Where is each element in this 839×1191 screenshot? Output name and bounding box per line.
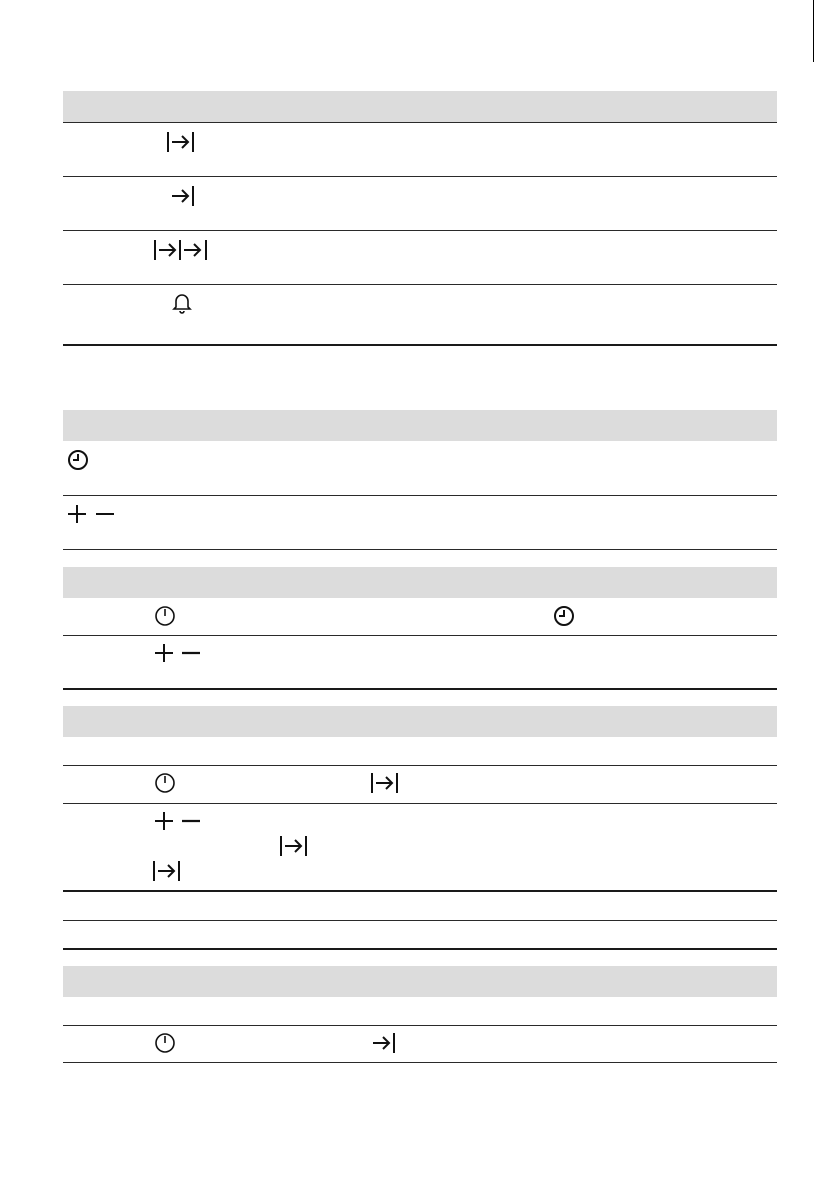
clock-touch-icon xyxy=(154,772,176,794)
minus-icon xyxy=(181,643,201,663)
row-divider xyxy=(63,920,777,921)
plus-icon xyxy=(154,643,174,663)
time-delay-icon xyxy=(154,240,208,260)
set-time-table xyxy=(63,410,777,552)
table-header xyxy=(63,966,777,997)
row-divider xyxy=(63,1025,777,1026)
duration-icon xyxy=(280,836,308,856)
row-divider xyxy=(63,284,777,285)
plus-icon xyxy=(154,811,174,831)
duration-icon xyxy=(153,861,181,881)
table-header xyxy=(63,706,777,737)
row-divider xyxy=(63,803,777,804)
table-bottom-rule xyxy=(63,1062,777,1063)
clock-icon xyxy=(553,605,575,627)
minute-minder-bell-icon xyxy=(173,293,191,313)
end-icon xyxy=(372,1033,396,1053)
clock-touch-icon xyxy=(154,1032,176,1054)
set-duration-table xyxy=(63,706,777,952)
row-divider xyxy=(63,890,777,892)
table-bottom-rule xyxy=(63,948,777,950)
table-header xyxy=(63,567,777,598)
plus-icon xyxy=(67,504,87,524)
row-divider xyxy=(63,635,777,636)
row-divider xyxy=(63,122,777,123)
set-end-table xyxy=(63,966,777,1066)
duration-icon xyxy=(167,132,195,152)
minus-icon xyxy=(181,811,201,831)
clock-functions-table xyxy=(63,91,777,347)
clock-icon xyxy=(67,449,89,471)
table-bottom-rule xyxy=(63,344,777,346)
row-divider xyxy=(63,765,777,766)
table-bottom-rule xyxy=(63,549,777,550)
row-divider xyxy=(63,495,777,496)
change-time-table xyxy=(63,567,777,691)
duration-icon xyxy=(371,773,399,793)
minus-icon xyxy=(95,504,115,524)
table-header xyxy=(63,410,777,441)
table-bottom-rule xyxy=(63,688,777,690)
row-divider xyxy=(63,230,777,231)
end-icon xyxy=(171,186,195,206)
table-header xyxy=(63,91,777,122)
page-margin-line xyxy=(813,0,814,62)
row-divider xyxy=(63,176,777,177)
clock-touch-icon xyxy=(154,605,176,627)
